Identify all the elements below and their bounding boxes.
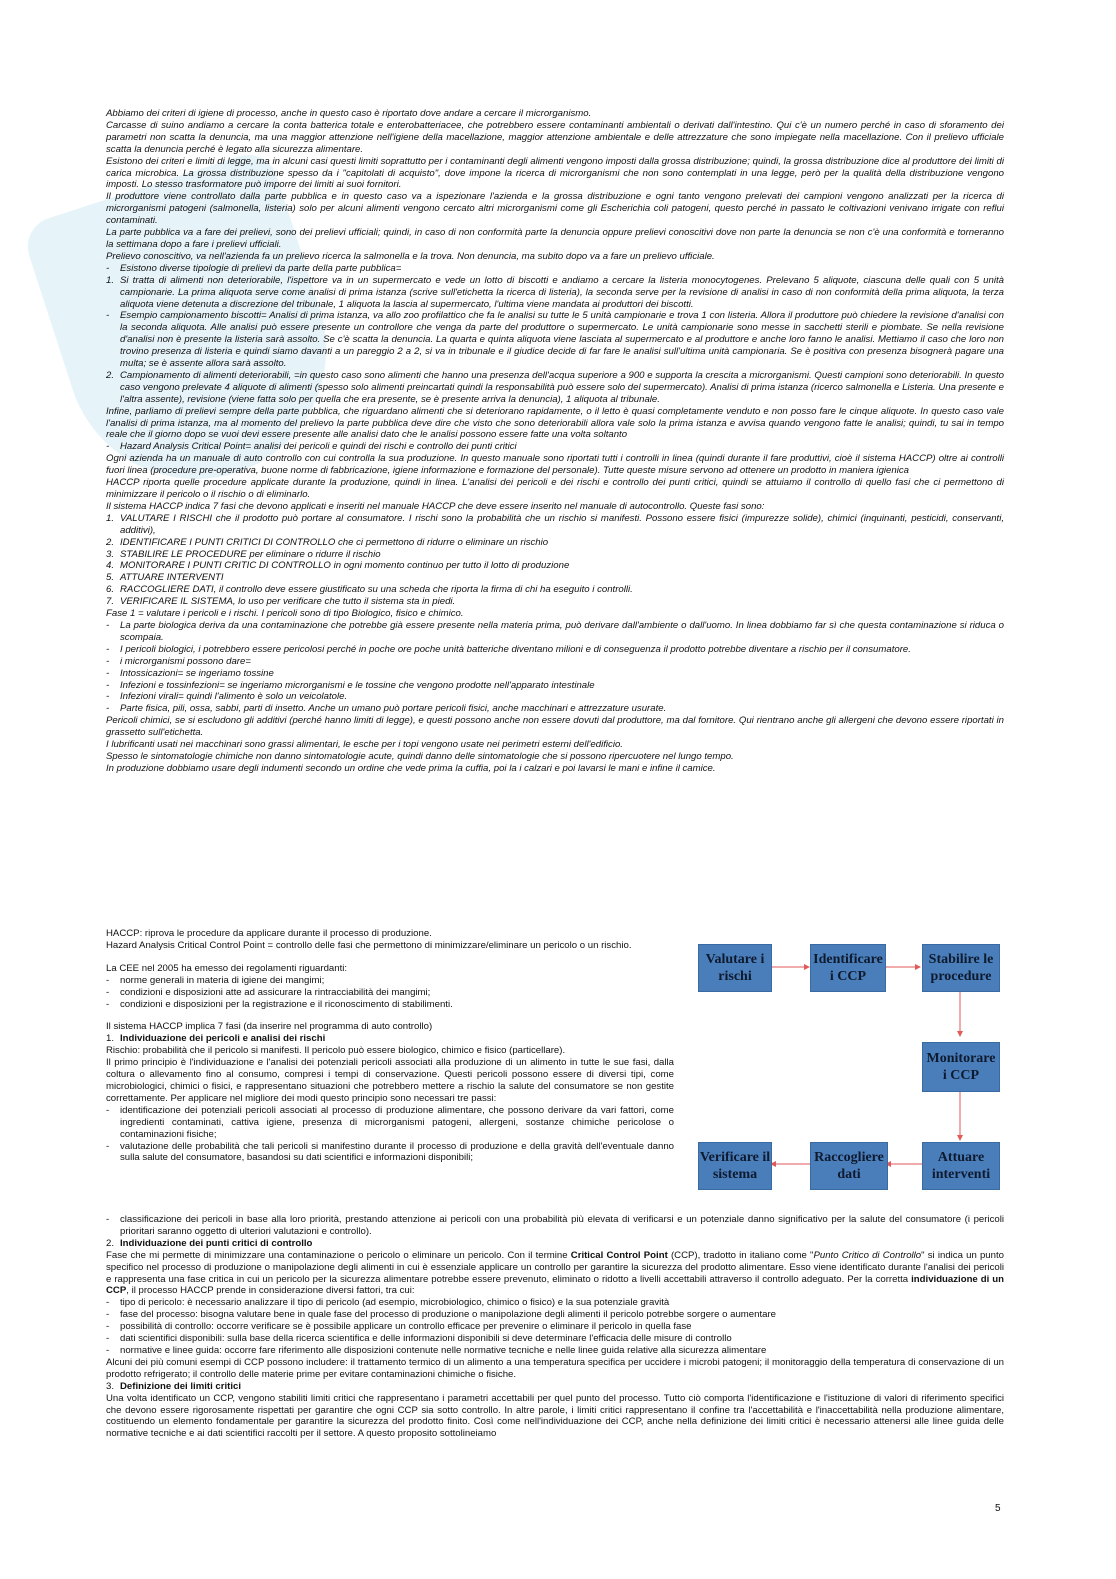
list-item: - La parte biologica deriva da una contaminazione che potrebbe già essere presente nella materia prima, può derivare dall'ambiente o dall'uomo. In linea dobbiamo far sì che questa contaminazione si riduca o scompaia. (106, 619, 1004, 643)
paragraph: Carcasse di suino andiamo a cercare la conta batterica totale e enterobatteriacee, che potrebbero essere contaminanti ambientali o derivati dall'intestino. Qui c'è un numero perché in caso di sforamento dei parametri non scatta la denuncia, ma una maggior attenzione nell'igiene della macellazione, maggior attenzione ambientale e delle attrezzature che sono impiegate nella macellazione. Con il prelievo ufficiale scatta la denuncia perché è legato alla sicurezza alimentare. (106, 119, 1004, 155)
list-item: - tipo di pericolo: è necessario analizzare il tipo di pericolo (ad esempio, microbiologico, chimico o fisico) e la sua potenziale gravità (106, 1297, 670, 1309)
paragraph: Il produttore viene controllato dalla parte pubblica e in questo caso va a ispezionare l'azienda e la grossa distribuzione e ogni tanto vengono prelevati dei campioni vengono analizzati per la ricerca di microrganismi patogeni (salmonella, listeria) solo per alcuni alimenti vengono cercato altri microrganismi come gli Escherichia coli patogeni, questo perché in passato le coltivazioni venivano irrigate con reflui contaminati. (106, 191, 1004, 227)
paragraph: Il sistema HACCP indica 7 fasi che devono applicati e inseriti nel manuale HACCP che deve essere inserito nel manuale di autocontrollo. Queste fasi sono: (106, 500, 765, 512)
list-item: - classificazione dei pericoli in base alla loro priorità, prestando attenzione ai pericoli con una probabilità più elevata di verificarsi e un potenziale danno significativo per la salute del consumatore (i pericoli prioritari saranno oggetto di ulteriori valutazioni e controllo). (106, 1214, 1004, 1237)
paragraph: In produzione dobbiamo usare degli indumenti secondo un ordine che vede prima la cuffia, poi la i calzari e poi lavarsi le mani e infine il camice. (106, 762, 716, 774)
paragraph: I lubrificanti usati nei macchinari sono grassi alimentari, le esche per i topi vengono usate nei perimetri esterni dell'edificio. (106, 739, 623, 751)
list-item: 6. RACCOGLIERE DATI, il controllo deve essere giustificato su una scheda che riporta la firma di chi ha eseguito i controlli. (106, 584, 633, 596)
list-item: 2. IDENTIFICARE I PUNTI CRITICI DI CONTROLLO che ci permettono di ridurre o eliminare un rischio (106, 536, 549, 548)
paragraph: HACCP: riprova le procedure da applicare durante il processo di produzione. (106, 928, 432, 939)
paragraph: Prelievo conoscitivo, va nell'azienda fa un prelievo ricerca la salmonella e la trova. Non denuncia, ma subito dopo va a fare un prelievo ufficiale. (106, 250, 715, 262)
list-item: - fase del processo: bisogna valutare bene in quale fase del processo di produzione o manipolazione degli alimenti il pericolo potrebbe sorgere o aumentare (106, 1309, 776, 1321)
list-item: - Infezioni e tossinfezioni= se ingeriamo microrganismi e le tossine che vengono prodotte nell'apparato intestinale (106, 679, 595, 691)
list-item: - Esistono diverse tipologie di prelievi da parte della parte pubblica= (106, 262, 402, 274)
list-item: 5. ATTUARE INTERVENTI (106, 572, 224, 584)
list-item: - Intossicazioni= se ingeriamo tossine (106, 667, 274, 679)
flow-box-valutare: Valutare i rischi (698, 944, 772, 992)
paragraph: Ogni azienda ha un manuale di auto controllo con cui controlla la sua produzione. In questo manuale sono riportati tutti i controlli in linea (quindi durante il fare produttivi, cioè il sistema HACCP) oltre ai controlli fuori linea (procedure pre-operativa, buone norme di fabbricazione, igiene informazione e formazione del personale). Tutte queste misure servono ad ottenere un prodotto in maniera igienica (106, 453, 1004, 477)
list-item: 2. Campionamento di alimenti deteriorabili, =in questo caso sono alimenti che hanno una presenza dell'acqua superiore a 900 e supporta la crescita a microrganismi. Questi campioni sono deteriorabili. In questo caso vengono prelevate 4 aliquote di alimenti (spesso solo alimenti preincartati quindi la responsabilità può essere solo del supermercato). Analisi di prima istanza (ricerco salmonella e Listeria. Una presente e l'altra assente), revisione (viene fatta solo per quella che era presente, se è presente arriva la denuncia), 1 aliquota al tribunale. (106, 369, 1004, 405)
list-item: - valutazione delle probabilità che tali pericoli si manifestino durante il processo di produzione e della gravità dell'eventuale danno sulla salute del consumatore, basandosi su dati scientifici e informazioni disponibili; (106, 1140, 674, 1164)
list-item: - norme generali in materia di igiene dei mangimi; (106, 974, 325, 986)
notes-section (106, 108, 1004, 775)
list-item: - Infezioni virali= quindi l'alimento è solo un veicolatole. (106, 691, 348, 703)
paragraph: Fase 1 = valutare i pericoli e i rischi. I pericoli sono di tipo Biologico, fisico e chimico. (106, 608, 464, 620)
flow-box-monitorare: Monitorare i CCP (922, 1042, 1000, 1092)
flow-box-stabilire: Stabilire le procedure (922, 944, 1000, 992)
list-item: - Hazard Analysis Critical Point= analisi dei pericoli e quindi dei rischi e controllo dei punti critici (106, 441, 517, 453)
list-item: - dati scientifici disponibili: sulla base della ricerca scientifica e delle informazioni disponibili si deve determinare l'efficacia delle misure di controllo (106, 1333, 732, 1345)
paragraph-ccp: Fase che mi permette di minimizzare una contaminazione o pericolo o eliminare un pericolo. Con il termine Critical Control Point (CCP), tradotto in italiano come "Punto Critico di Controllo" si indica un punto specifico nel processo di produzione o manipolazione degli alimenti in cui è essenziale applicare un controllo per garantire la sicurezza del prodotto alimentare. Esso viene identificato durante l'analisi dei pericoli e rappresenta una fase critica in cui un pericolo per la sicurezza alimentare potrebbe essere prevenuto, eliminato o ridotto a livelli accettabili attraverso il controllo adeguato. Per la corretta individuazione di un CCP, il processo HACCP prende in considerazione diversi fattori, tra cui: (106, 1249, 1004, 1297)
paragraph: Spesso le sintomatologie chimiche non danno sintomatologie acute, quindi danno delle sintomatologie che si possono ripercuotere nel lungo tempo. (106, 750, 734, 762)
haccp-flow-diagram (690, 938, 1010, 1198)
list-item: 7. VERIFICARE IL SISTEMA, lo uso per verificare che tutto il sistema sta in piedi. (106, 596, 456, 608)
paragraph: Una volta identificato un CCP, vengono stabiliti limiti critici che rappresentano i parametri accettabili per quel punto del processo. Tutto ciò comporta l'identificazione e l'istituzione di valori di riferimento specifici che devono essere rigorosamente rispettati per garantire che ogni CCP sia sotto controllo. In altre parole, i limiti critici rappresentano il confine tra l'accettabilità e l'inaccettabilità nella produzione alimentare, costituendo un elemento fondamentale per garantire la sicurezza del prodotto finito. Così come nell'individuazione dei CCP, anche nella definizione dei limiti critici è necessario attenersi alle linee guida delle normative tecniche e ai dati scientifici raccolti per il settore. A questo proposito sottolineiamo (106, 1392, 1004, 1440)
page-number: 5 (995, 1503, 1001, 1514)
list-item: - condizioni e disposizioni atte ad assicurare la rintracciabilità dei mangimi; (106, 986, 431, 998)
list-item: 1. Si tratta di alimenti non deteriorabile, l'ispettore va in un supermercato e vede un lotto di biscotti e andiamo a cercare la listeria monocytogenes. Prelevano 5 aliquote, ciascuna delle quali con 5 unità campionarie. La prima aliquota serve come analisi di prima istanza (scrive sull'etichetta la ricerca di listeria), la seconda serve per la revisione di analisi in caso di non conformità della prima aliquota, la terza aliquota viene detenuta a discrezione del tribunale, 1 aliquota la lascia al supermercato, l'ultima viene mandata ai produttori dei biscotti. (106, 274, 1004, 310)
paragraph: Il primo principio è l'individuazione e l'analisi dei potenziali pericoli associati alla produzione di un alimento in tutte le sue fasi, dalla coltura o allevamento fino al consumo, compresi i tempi di conservazione. Questi pericoli possono essere di diversi tipi, come microbiologici, chimici o fisici, e rappresentano situazioni che potrebbero mettere a rischio la salute del consumatore se non gestite correttamente. Per applicare nel migliore dei modi questo principio sono necessari tre passi: (106, 1057, 674, 1104)
list-item: 3. STABILIRE LE PROCEDURE per eliminare o ridurre il rischio (106, 548, 381, 560)
flow-box-attuare: Attuare interventi (922, 1142, 1000, 1190)
paragraph: Il sistema HACCP implica 7 fasi (da inserire nel programma di auto controllo) (106, 1021, 433, 1033)
list-item: 4. MONITORARE I PUNTI CRITIC DI CONTROLLO in ogni momento continuo per tutto il lotto di produzione (106, 560, 570, 572)
paragraph: Esistono dei criteri e limiti di legge, ma in alcuni casi questi limiti soprattutto per i contaminanti degli alimenti vengono imposti dalla grossa distribuzione; quindi, la grossa distribuzione dice al produttore dei limiti di carica microbica. La grossa distribuzione spesso da i "capitolati di acquisto", dove impone la ricerca di microrganismi che non sono contemplati in una legge, però per la qualità della distribuzione vengono imposti. Lo stesso trasformatore può imporre dei limiti ai suoi fornitori. (106, 155, 1004, 191)
heading-2: 2. Individuazione dei punti critici di controllo (106, 1237, 313, 1249)
paragraph: Alcuni dei più comuni esempi di CCP possono includere: il trattamento termico di un alimento a una temperatura specifica per uccidere i microbi patogeni; il monitoraggio della temperatura di conservazione di un prodotto refrigerato; il controllo delle materie prime per evitare contaminazioni chimiche o fisiche. (106, 1356, 1004, 1380)
paragraph: Abbiamo dei criteri di igiene di processo, anche in questo caso è riportato dove andare a cercare il microrganismo. (106, 108, 592, 119)
list-item: 1. VALUTARE I RISCHI che il prodotto può portare al consumatore. I rischi sono la probabilità che un rischio si manifesti. Possono essere fisici (impurezze solide), chimici (inquinanti, pesticidi, conservanti, additivi), (106, 512, 1004, 536)
flow-box-verificare: Verificare il sistema (698, 1142, 772, 1190)
flow-box-identificare: Identificare i CCP (810, 944, 886, 992)
paragraph: HACCP riporta quelle procedure applicate durante la produzione, quindi in linea. L'analisi dei pericoli e dei rischi e controllo dei punti critici, quindi se attuiamo il controllo di quello fasi che ci permettono di minimizzare il pericolo o il rischio o di eliminarlo. (106, 477, 1004, 500)
paragraph: Infine, parliamo di prelievi sempre della parte pubblica, che riguardano alimenti che si deteriorano rapidamente, o il letto è quasi completamente venduto e non posso fare le cinque aliquote. In questo caso vale l'analisi di prima istanza, ma al momento del prelievo la parte pubblica deve dire che visto che sono deteriorabili allora vale solo la prima istanza e avvisa quando vengono fatte le analisi; quindi, tu sai in tempo reale che il giorno dopo se vuoi devi essere presente alle analisi dato che le analisi possono essere fatte una volta soltanto (106, 405, 1004, 441)
paragraph: Rischio: probabilità che il pericolo si manifesti. Il pericolo può essere biologico, chimico e fisico (particellare). (106, 1045, 566, 1057)
paragraph: La CEE nel 2005 ha emesso dei regolamenti riguardanti: (106, 962, 348, 974)
heading-1: 1. Individuazione dei pericoli e analisi dei rischi (106, 1033, 326, 1045)
heading-3: 3. Definizione dei limiti critici (106, 1380, 242, 1392)
ccp-section (106, 1214, 1004, 1440)
list-item: - possibilità di controllo: occorre verificare se è possibile applicare un controllo efficace per prevenire o eliminare il pericolo in quella fase (106, 1321, 692, 1333)
list-item: - normative e linee guida: occorre fare riferimento alle disposizioni contenute nelle normative tecniche e nelle linee guida relative alla sicurezza alimentare (106, 1344, 767, 1356)
paragraph: La parte pubblica va a fare dei prelievi, sono dei prelievi ufficiali; quindi, in caso di non conformità parte la denuncia oppure prelievi conoscitivi dove non parte la denuncia se non c'è una conformità e torneranno la settimana dopo a fare i prelievi ufficiali. (106, 227, 1004, 250)
paragraph: Pericoli chimici, se si escludono gli additivi (perché hanno limiti di legge), e questi possono anche non essere dovuti dal produttore, ma dal fornitore. Qui rientrano anche gli allergeni che devono essere riportati in grassetto sull'etichetta. (106, 715, 1004, 739)
haccp-intro-section (106, 928, 674, 1164)
list-item: - i microrganismi possono dare= (106, 655, 251, 667)
list-item: - identificazione dei potenziali pericoli associati al processo di produzione alimentare, che possono derivare da vari fattori, come ingredienti contaminati, cattiva igiene, presenza di microrganismi patogeni, allergeni, sostanze chimiche pericolose o contaminazioni fisiche; (106, 1104, 674, 1140)
list-item: - condizioni e disposizioni per la registrazione e il riconoscimento di stabilimenti. (106, 998, 453, 1010)
list-item: - Parte fisica, pili, ossa, sabbi, parti di insetto. Anche un umano può portare pericoli fisici, anche macchinari e attrezzature usurate. (106, 703, 667, 715)
list-item: - Esempio campionamento biscotti= Analisi di prima istanza, va allo zoo profilattico che fa le analisi su tutte le 5 unità campionarie e trova 1 con listeria. Allora il produttore può chiedere la revisione d'analisi con la seconda aliquota. Alle analisi può essere presente un controllore che venga da parte del produttore o supermercato. Le unità campionarie sono messe in sacchetti sterili e piombate. Se nella revisione d'analisi non è presente la listeria sarà assolto. Se c'è scatta la denuncia. La quarta e quinta aliquota viene lasciata al supermercato e al produttore e anche loro fanno le analisi. Mettiamo il caso che loro non trovino presenza di listeria e quindi siamo davanti a un pareggio 2 a 2, si va in tribunale e il giudice decide di far fare le analisi sull'ultima unità campionaria. Se è positiva con presenza bisognerà pagare una multa; se è assente allora sarà assolto. (106, 310, 1004, 370)
paragraph: Hazard Analysis Critical Control Point = controllo delle fasi che permettono di minimizzare/eliminare un pericolo o un rischio. (106, 939, 632, 951)
flow-box-raccogliere: Raccogliere dati (810, 1142, 888, 1190)
list-item: - I pericoli biologici, i potrebbero essere pericolosi perché in poche ore poche unità batteriche diventano milioni e di conseguenza il prodotto potrebbe diventare a rischio per il consumatore. (106, 643, 911, 655)
